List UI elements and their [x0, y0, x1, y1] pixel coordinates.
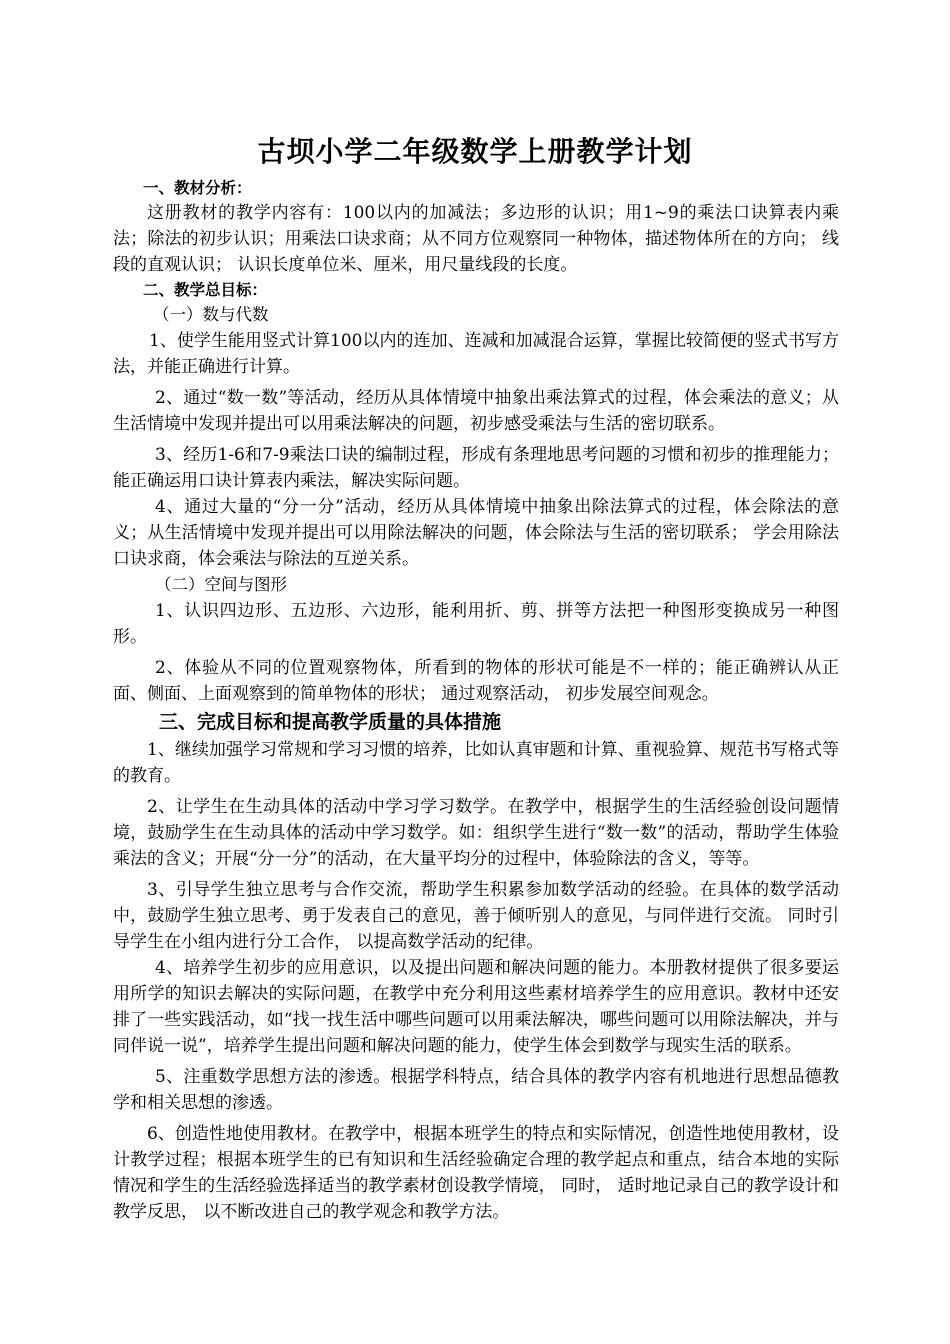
paragraph: 1、继续加强学习常规和学习习惯的培养，比如认真审题和计算、重视验算、规范书写格式等的教育。 — [113, 740, 839, 786]
paragraph: 6、创造性地使用教材。在教学中，根据本班学生的特点和实际情况，创造性地使用教材，设计教学过程；根据本班学生的已有知识和生活经验确定合理的教学起点和重点，结合本地的实际情况和学生的生活经验选择适当的教学素材创设教学情境， 同时， 适时地记录自己的教学设计和教学反思， 以不断改进自己的教学观念和教学方法。 — [113, 1124, 839, 1222]
subheading-space-geometry: （二）空间与图形 — [155, 575, 287, 594]
paragraph: 2、体验从不同的位置观察物体，所看到的物体的形状可能是不一样的；能正确辨认从正面、侧面、上面观察到的简单物体的形状； 通过观察活动， 初步发展空间观念。 — [113, 658, 839, 704]
paragraph: 1、认识四边形、五边形、六边形，能利用折、剪、拼等方法把一种图形变换成另一种图形。 — [113, 601, 839, 647]
paragraph: 3、引导学生独立思考与合作交流，帮助学生积累参加数学活动的经验。在具体的数学活动中，鼓励学生独立思考、勇于发表自己的意见，善于倾听别人的意见，与同伴进行交流。 同时引导学生在小组内进行分工合作， 以提高数学活动的纪律。 — [113, 880, 839, 952]
paragraph: 3、经历1-6和7-9乘法口诀的编制过程，形成有条理地思考问题的习惯和初步的推理能力； 能正确运用口诀计算表内乘法，解决实际问题。 — [113, 445, 839, 491]
paragraph: 2、通过“数一数”等活动，经历从具体情境中抽象出乘法算式的过程，体会乘法的意义；从生活情境中发现并提出可以用乘法解决的问题，初步感受乘法与生活的密切联系。 — [113, 388, 839, 434]
paragraph: 2、让学生在生动具体的活动中学习学习数学。在教学中，根据学生的生活经验创设问题情境，鼓励学生在生动具体的活动中学习数学。如：组织学生进行“数一数”的活动，帮助学生体验乘法的含义；开展“分一分”的活动，在大量平均分的过程中，体验除法的含义，等等。 — [113, 797, 839, 869]
document-title: 古坝小学二年级数学上册教学计划 — [257, 135, 693, 168]
document-body — [113, 176, 839, 1225]
paragraph: 4、培养学生初步的应用意识，以及提出问题和解决问题的能力。本册教材提供了很多要运用所学的知识去解决的实际问题，在教学中充分利用这些素材培养学生的应用意识。教材中还安排了一些实践活动，如“找一找生活中哪些问题可以用乘法解决，哪些问题可以用除法解决，并与同伴说一说”，培养学生提出问题和解决问题的能力，使学生体会到数学与现实生活的联系。 — [113, 958, 839, 1056]
section-heading-textbook-analysis: 一、教材分析： — [143, 179, 252, 197]
paragraph: 5、注重数学思想方法的渗透。根据学科特点，结合具体的教学内容有机地进行思想品德教学和相关思想的渗透。 — [113, 1067, 839, 1113]
paragraph: 1、使学生能用竖式计算100以内的连加、连减和加减混合运算，掌握比较简便的竖式书写方法，并能正确进行计算。 — [113, 331, 839, 377]
paragraph: 4、通过大量的“分一分”活动，经历从具体情境中抽象出除法算式的过程，体会除法的意义；从生活情境中发现并提出可以用除法解决的问题，体会除法与生活的密切联系； 学会用除法口诀求商，体会乘法与除法的互逆关系。 — [113, 497, 839, 569]
subheading-number-algebra: （一）数与代数 — [153, 305, 269, 324]
section-heading-measures: 三、完成目标和提高教学质量的具体措施 — [159, 711, 502, 733]
paragraph: 这册教材的教学内容有：100以内的加减法；多边形的认识；用1~9的乘法口诀算表内乘法；除法的初步认识；用乘法口诀求商；从不同方位观察同一种物体，描述物体所在的方向； 线段的直观认识； 认识长度单位米、厘米，用尺量线段的长度。 — [113, 203, 839, 275]
section-heading-overall-goals: 二、教学总目标： — [143, 281, 268, 299]
